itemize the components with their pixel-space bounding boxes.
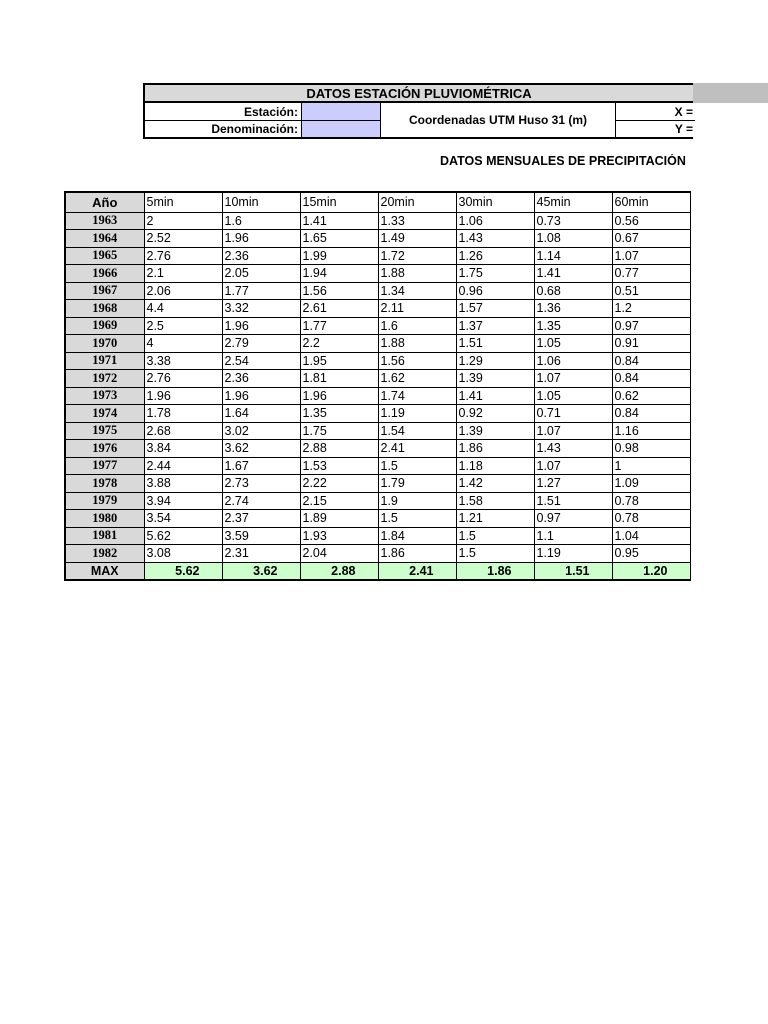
value-cell[interactable]: 1.19 (534, 545, 612, 563)
value-cell[interactable]: 2.5 (144, 317, 222, 335)
value-cell[interactable]: 1.18 (456, 457, 534, 475)
year-cell: 1965 (65, 247, 144, 265)
value-cell[interactable]: 1.64 (222, 405, 300, 423)
value-cell[interactable]: 3.32 (222, 300, 300, 318)
max-value-cell: 1.20 (612, 562, 690, 580)
column-header-5min: 5min (144, 192, 222, 212)
table-row (65, 352, 690, 370)
year-cell: 1979 (65, 492, 144, 510)
value-cell[interactable]: 1.36 (534, 300, 612, 318)
station-label: Estación: (243, 104, 298, 119)
value-cell[interactable]: 0.71 (534, 405, 612, 423)
table-row (65, 335, 690, 353)
value-cell[interactable]: 1.06 (456, 212, 534, 230)
value-cell[interactable]: 1.74 (378, 387, 456, 405)
table-row (65, 422, 690, 440)
value-cell[interactable]: 1.96 (144, 387, 222, 405)
value-cell[interactable]: 1.84 (378, 527, 456, 545)
value-cell[interactable]: 1.56 (300, 282, 378, 300)
value-cell[interactable]: 1.94 (300, 265, 378, 283)
value-cell[interactable]: 1.75 (456, 265, 534, 283)
value-cell[interactable]: 0.56 (612, 212, 690, 230)
value-cell[interactable]: 1.07 (534, 457, 612, 475)
value-cell[interactable]: 1.57 (456, 300, 534, 318)
value-cell[interactable]: 1.6 (378, 317, 456, 335)
utm-coordinates-label: Coordenadas UTM Huso 31 (m) (408, 113, 588, 127)
table-header-row (65, 192, 690, 212)
value-cell[interactable]: 3.08 (144, 545, 222, 563)
value-cell[interactable]: 2 (144, 212, 222, 230)
value-cell[interactable]: 1.37 (456, 317, 534, 335)
value-cell[interactable]: 3.54 (144, 510, 222, 528)
value-cell[interactable]: 1.95 (300, 352, 378, 370)
value-cell[interactable]: 1.96 (222, 387, 300, 405)
value-cell[interactable]: 1.39 (456, 422, 534, 440)
value-cell[interactable]: 0.67 (612, 230, 690, 248)
year-cell: 1974 (65, 405, 144, 423)
value-cell[interactable]: 0.96 (456, 282, 534, 300)
value-cell[interactable]: 1.35 (534, 317, 612, 335)
value-cell[interactable]: 1.88 (378, 265, 456, 283)
max-value-cell: 3.62 (222, 562, 300, 580)
value-cell[interactable]: 1.06 (534, 352, 612, 370)
table-row (65, 282, 690, 300)
value-cell[interactable]: 1.26 (456, 247, 534, 265)
value-cell[interactable]: 2.76 (144, 247, 222, 265)
value-cell[interactable]: 0.78 (612, 510, 690, 528)
year-cell: 1980 (65, 510, 144, 528)
value-cell[interactable]: 1.07 (534, 370, 612, 388)
column-header-10min: 10min (222, 192, 300, 212)
section-title: DATOS MENSUALES DE PRECIPITACIÓN (440, 154, 686, 168)
station-info-block (143, 103, 693, 139)
column-header-15min: 15min (300, 192, 378, 212)
value-cell[interactable]: 1.04 (612, 527, 690, 545)
denomination-input[interactable] (302, 121, 380, 137)
value-cell[interactable]: 0.68 (534, 282, 612, 300)
value-cell[interactable]: 1.14 (534, 247, 612, 265)
value-cell[interactable]: 0.73 (534, 212, 612, 230)
value-cell[interactable]: 2.74 (222, 492, 300, 510)
value-cell[interactable]: 1.62 (378, 370, 456, 388)
value-cell[interactable]: 1.79 (378, 475, 456, 493)
year-cell: 1970 (65, 335, 144, 353)
value-cell[interactable]: 2.05 (222, 265, 300, 283)
value-cell[interactable]: 1.21 (456, 510, 534, 528)
year-cell: 1973 (65, 387, 144, 405)
value-cell[interactable]: 0.97 (612, 317, 690, 335)
value-cell[interactable]: 3.38 (144, 352, 222, 370)
max-value-cell: 2.41 (378, 562, 456, 580)
value-cell[interactable]: 2.41 (378, 440, 456, 458)
value-cell[interactable]: 1.77 (222, 282, 300, 300)
value-cell[interactable]: 1.43 (534, 440, 612, 458)
value-cell[interactable]: 2.11 (378, 300, 456, 318)
value-cell[interactable]: 2.88 (300, 440, 378, 458)
value-cell[interactable]: 1.49 (378, 230, 456, 248)
value-cell[interactable]: 1.65 (300, 230, 378, 248)
precipitation-table (64, 191, 691, 581)
value-cell[interactable]: 0.77 (612, 265, 690, 283)
table-row (65, 475, 690, 493)
value-cell[interactable]: 1.75 (300, 422, 378, 440)
value-cell[interactable]: 1.54 (378, 422, 456, 440)
value-cell[interactable]: 2.2 (300, 335, 378, 353)
year-cell: 1972 (65, 370, 144, 388)
value-cell[interactable]: 1.2 (612, 300, 690, 318)
value-cell[interactable]: 1.33 (378, 212, 456, 230)
value-cell[interactable]: 1 (612, 457, 690, 475)
value-cell[interactable]: 3.62 (222, 440, 300, 458)
value-cell[interactable]: 1.86 (456, 440, 534, 458)
value-cell[interactable]: 2.79 (222, 335, 300, 353)
value-cell[interactable]: 0.97 (534, 510, 612, 528)
value-cell[interactable]: 1.58 (456, 492, 534, 510)
table-row (65, 230, 690, 248)
value-cell[interactable]: 2.44 (144, 457, 222, 475)
value-cell[interactable]: 1.1 (534, 527, 612, 545)
year-cell: 1976 (65, 440, 144, 458)
table-row (65, 387, 690, 405)
value-cell[interactable]: 1.41 (534, 265, 612, 283)
value-cell[interactable]: 2.54 (222, 352, 300, 370)
max-value-cell: 5.62 (144, 562, 222, 580)
value-cell[interactable]: 1.56 (378, 352, 456, 370)
value-cell[interactable]: 0.98 (612, 440, 690, 458)
table-row (65, 247, 690, 265)
value-cell[interactable]: 1.88 (378, 335, 456, 353)
value-cell[interactable]: 1.93 (300, 527, 378, 545)
value-cell[interactable]: 4.4 (144, 300, 222, 318)
value-cell[interactable]: 0.62 (612, 387, 690, 405)
column-header-45min: 45min (534, 192, 612, 212)
value-cell[interactable]: 1.53 (300, 457, 378, 475)
value-cell[interactable]: 2.06 (144, 282, 222, 300)
value-cell[interactable]: 1.86 (378, 545, 456, 563)
value-cell[interactable]: 1.29 (456, 352, 534, 370)
value-cell[interactable]: 1.16 (612, 422, 690, 440)
station-data-title (143, 83, 693, 103)
value-cell[interactable]: 3.59 (222, 527, 300, 545)
table-row (65, 317, 690, 335)
value-cell[interactable]: 1.81 (300, 370, 378, 388)
value-cell[interactable]: 5.62 (144, 527, 222, 545)
header-grey-extension (693, 83, 768, 103)
table-row (65, 212, 690, 230)
value-cell[interactable]: 2.61 (300, 300, 378, 318)
value-cell[interactable]: 2.31 (222, 545, 300, 563)
max-value-cell: 1.51 (534, 562, 612, 580)
value-cell[interactable]: 1.96 (222, 230, 300, 248)
max-value-cell: 1.86 (456, 562, 534, 580)
year-cell: 1977 (65, 457, 144, 475)
value-cell[interactable]: 1.96 (300, 387, 378, 405)
value-cell[interactable]: 1.67 (222, 457, 300, 475)
value-cell[interactable]: 2.37 (222, 510, 300, 528)
value-cell[interactable]: 1.5 (378, 510, 456, 528)
year-cell: 1982 (65, 545, 144, 563)
value-cell[interactable]: 1.77 (300, 317, 378, 335)
value-cell[interactable]: 0.84 (612, 352, 690, 370)
value-cell[interactable]: 1.34 (378, 282, 456, 300)
value-cell[interactable]: 0.92 (456, 405, 534, 423)
value-cell[interactable]: 1.19 (378, 405, 456, 423)
table-row (65, 492, 690, 510)
value-cell[interactable]: 0.78 (612, 492, 690, 510)
value-cell[interactable]: 2.1 (144, 265, 222, 283)
value-cell[interactable]: 3.88 (144, 475, 222, 493)
year-cell: 1963 (65, 212, 144, 230)
table-row (65, 300, 690, 318)
value-cell[interactable]: 0.51 (612, 282, 690, 300)
value-cell[interactable]: 2.15 (300, 492, 378, 510)
year-column-header: Año (65, 192, 144, 212)
table-row (65, 510, 690, 528)
value-cell[interactable]: 1.9 (378, 492, 456, 510)
value-cell[interactable]: 1.96 (222, 317, 300, 335)
station-input[interactable] (302, 103, 380, 120)
value-cell[interactable]: 2.68 (144, 422, 222, 440)
denomination-label: Denominación: (211, 122, 298, 136)
column-header-30min: 30min (456, 192, 534, 212)
value-cell[interactable]: 1.5 (378, 457, 456, 475)
year-cell: 1975 (65, 422, 144, 440)
x-coordinate-label: X = (674, 104, 693, 119)
year-cell: 1968 (65, 300, 144, 318)
station-data-title-text: DATOS ESTACIÓN PLUVIOMÉTRICA (306, 85, 532, 101)
value-cell[interactable]: 1.51 (534, 492, 612, 510)
value-cell[interactable]: 3.94 (144, 492, 222, 510)
value-cell[interactable]: 1.51 (456, 335, 534, 353)
value-cell[interactable]: 0.95 (612, 545, 690, 563)
max-label: MAX (65, 562, 144, 580)
value-cell[interactable]: 0.84 (612, 405, 690, 423)
year-cell: 1981 (65, 527, 144, 545)
value-cell[interactable]: 1.6 (222, 212, 300, 230)
value-cell[interactable]: 2.36 (222, 247, 300, 265)
column-header-20min: 20min (378, 192, 456, 212)
table-row (65, 370, 690, 388)
table-row (65, 440, 690, 458)
value-cell[interactable]: 1.5 (456, 527, 534, 545)
value-cell[interactable]: 4 (144, 335, 222, 353)
table-row (65, 527, 690, 545)
value-cell[interactable]: 1.05 (534, 335, 612, 353)
value-cell[interactable]: 2.04 (300, 545, 378, 563)
value-cell[interactable]: 0.91 (612, 335, 690, 353)
value-cell[interactable]: 1.35 (300, 405, 378, 423)
table-row (65, 545, 690, 563)
year-cell: 1967 (65, 282, 144, 300)
value-cell[interactable]: 1.07 (534, 422, 612, 440)
year-cell: 1966 (65, 265, 144, 283)
value-cell[interactable]: 2.22 (300, 475, 378, 493)
value-cell[interactable]: 2.76 (144, 370, 222, 388)
value-cell[interactable]: 1.99 (300, 247, 378, 265)
value-cell[interactable]: 1.09 (612, 475, 690, 493)
value-cell[interactable]: 1.72 (378, 247, 456, 265)
value-cell[interactable]: 1.39 (456, 370, 534, 388)
value-cell[interactable]: 1.43 (456, 230, 534, 248)
value-cell[interactable]: 0.84 (612, 370, 690, 388)
year-cell: 1964 (65, 230, 144, 248)
y-coordinate-label: Y = (674, 122, 693, 136)
value-cell[interactable]: 1.05 (534, 387, 612, 405)
year-cell: 1971 (65, 352, 144, 370)
value-cell[interactable]: 1.41 (300, 212, 378, 230)
table-row (65, 265, 690, 283)
table-body (65, 212, 690, 580)
max-row (65, 562, 690, 580)
value-cell[interactable]: 2.52 (144, 230, 222, 248)
value-cell[interactable]: 1.27 (534, 475, 612, 493)
value-cell[interactable]: 3.02 (222, 422, 300, 440)
column-header-60min: 60min (612, 192, 690, 212)
value-cell[interactable]: 1.07 (612, 247, 690, 265)
value-cell[interactable]: 2.36 (222, 370, 300, 388)
value-cell[interactable]: 1.41 (456, 387, 534, 405)
value-cell[interactable]: 2.73 (222, 475, 300, 493)
table-row (65, 457, 690, 475)
value-cell[interactable]: 1.89 (300, 510, 378, 528)
value-cell[interactable]: 1.78 (144, 405, 222, 423)
max-value-cell: 2.88 (300, 562, 378, 580)
value-cell[interactable]: 1.42 (456, 475, 534, 493)
year-cell: 1978 (65, 475, 144, 493)
year-cell: 1969 (65, 317, 144, 335)
value-cell[interactable]: 1.5 (456, 545, 534, 563)
value-cell[interactable]: 3.84 (144, 440, 222, 458)
table-row (65, 405, 690, 423)
value-cell[interactable]: 1.08 (534, 230, 612, 248)
